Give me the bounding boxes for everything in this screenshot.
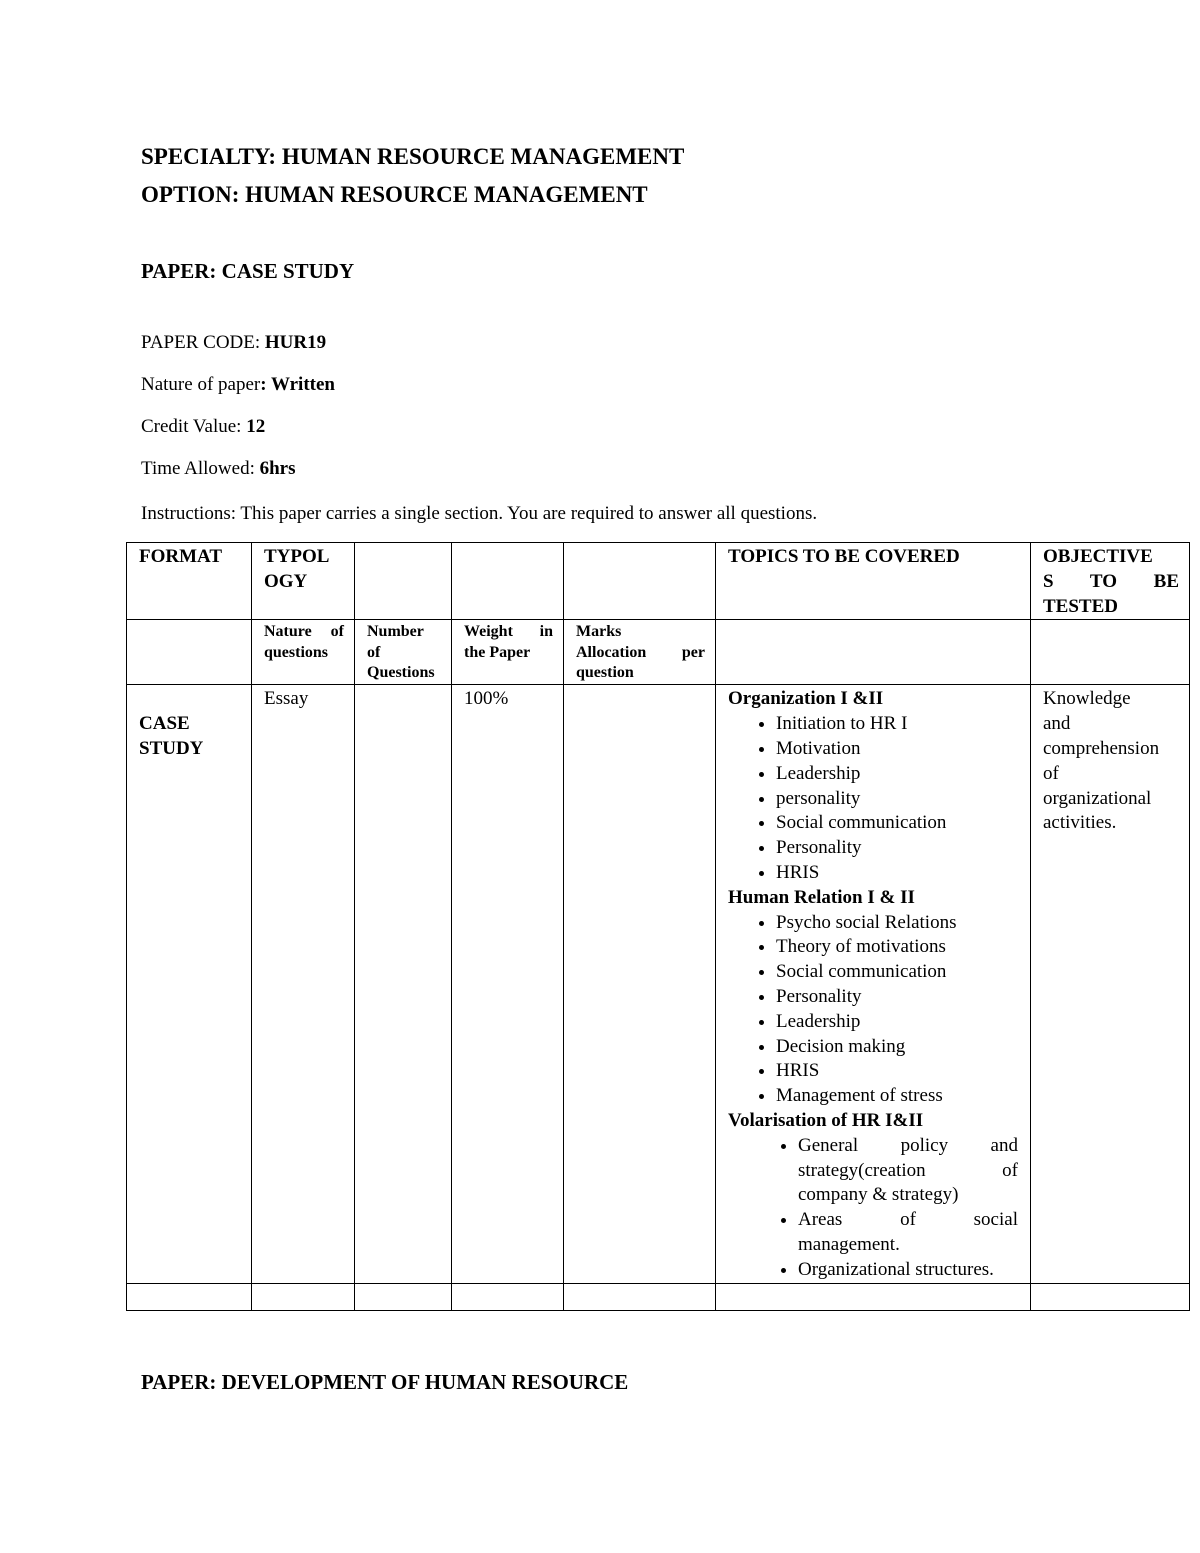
instructions-line: Instructions: This paper carries a single section. You are required to answer all questions. xyxy=(141,503,818,524)
time-line xyxy=(141,458,296,480)
objectives-header xyxy=(1031,543,1190,620)
number-subheader-line3: Questions xyxy=(367,664,435,682)
list-item: • General policy and strategy(creation of company & strategy) xyxy=(798,1134,1018,1208)
list-item: • Leadership xyxy=(776,1010,1018,1035)
table-header-row xyxy=(127,543,1190,620)
paper-code-value: HUR19 xyxy=(264,332,327,353)
empty-cell xyxy=(127,1283,252,1310)
number-subheader xyxy=(355,620,452,685)
format-cell xyxy=(127,685,252,1283)
specialty-heading: SPECIALTY: HUMAN RESOURCE MANAGEMENT xyxy=(141,144,685,169)
objectives-header-line1: OBJECTIVE xyxy=(1043,546,1153,567)
list-item: • personality xyxy=(776,787,1018,812)
credit-line xyxy=(141,416,265,438)
marks-subheader-line3: question xyxy=(576,664,634,682)
objective-line: activities. xyxy=(1043,812,1117,834)
objectives-header-line2 xyxy=(1043,570,1179,595)
number-cell xyxy=(355,685,452,1283)
topics-header: TOPICS TO BE COVERED xyxy=(716,543,1031,620)
list-item: • Theory of motivations xyxy=(776,935,1018,960)
nature-subheader xyxy=(252,620,355,685)
number-subheader-line1: Number xyxy=(367,623,424,641)
marks-subheader xyxy=(564,620,716,685)
credit-label: Credit Value: xyxy=(141,416,247,437)
paper-heading: PAPER: CASE STUDY xyxy=(141,259,355,283)
table-body-row xyxy=(127,685,1190,1283)
topics-cell xyxy=(716,685,1031,1283)
in-word: in xyxy=(539,623,553,641)
list-item: • Personality xyxy=(776,836,1018,861)
objectives-word-s: S xyxy=(1043,570,1054,592)
list-item: • Social communication xyxy=(776,811,1018,836)
empty-subheader-cell xyxy=(127,620,252,685)
of-word: of xyxy=(330,623,344,641)
paper-code-label: PAPER CODE: xyxy=(141,332,265,353)
topic-group-title: Volarisation of HR I&II xyxy=(728,1109,924,1131)
weight-subheader-line1 xyxy=(464,622,553,643)
empty-cell xyxy=(355,1283,452,1310)
nature-word: Nature xyxy=(264,623,312,641)
nature-cell: Essay xyxy=(252,685,355,1283)
objective-line: comprehension xyxy=(1043,737,1160,759)
empty-cell xyxy=(1031,1283,1190,1310)
empty-subheader-cell xyxy=(1031,620,1190,685)
list-item: • Personality xyxy=(776,985,1018,1010)
marks-cell xyxy=(564,685,716,1283)
typology-header-line2: OGY xyxy=(264,570,308,592)
nature-label: Nature of paper xyxy=(141,374,261,395)
list-item: • Areas of social management. xyxy=(798,1208,1018,1258)
empty-cell xyxy=(452,1283,564,1310)
marks-subheader-line2 xyxy=(576,643,705,664)
weight-cell: 100% xyxy=(452,685,564,1283)
nature-subheader-line2: questions xyxy=(264,643,329,661)
list-item: • Management of stress xyxy=(776,1084,1018,1109)
weight-subheader xyxy=(452,620,564,685)
paper-structure-table xyxy=(126,542,1190,1311)
objective-line: and xyxy=(1043,713,1071,735)
table-empty-row xyxy=(127,1283,1190,1310)
objective-cell xyxy=(1031,685,1190,1283)
empty-header-cell xyxy=(564,543,716,620)
time-label: Time Allowed: xyxy=(141,458,260,479)
table-subheader-row xyxy=(127,620,1190,685)
topic-list xyxy=(728,1134,1018,1283)
list-item: • Decision making xyxy=(776,1035,1018,1060)
objective-line: organizational xyxy=(1043,787,1152,809)
objective-line: of xyxy=(1043,762,1059,784)
typology-header xyxy=(252,543,355,620)
list-item: • Initiation to HR I xyxy=(776,712,1018,737)
objectives-header-line3: TESTED xyxy=(1043,595,1118,617)
nature-subheader-line1 xyxy=(264,622,344,643)
empty-cell xyxy=(716,1283,1031,1310)
nature-value: : Written xyxy=(260,374,335,395)
list-item: • HRIS xyxy=(776,1059,1018,1084)
list-item: • Motivation xyxy=(776,737,1018,762)
objectives-word-be: BE xyxy=(1153,570,1179,592)
empty-header-cell xyxy=(452,543,564,620)
weight-subheader-line2: the Paper xyxy=(464,643,531,661)
format-line1: CASE xyxy=(139,713,190,735)
format-line2: STUDY xyxy=(139,737,204,759)
list-item: • HRIS xyxy=(776,861,1018,886)
topic-list xyxy=(728,712,1018,886)
typology-header-line1: TYPOL xyxy=(264,546,330,567)
topic-group-title: Organization I &II xyxy=(728,688,884,710)
marks-subheader-line1: Marks xyxy=(576,623,622,641)
paper-code-line xyxy=(141,332,326,354)
next-paper-heading: PAPER: DEVELOPMENT OF HUMAN RESOURCE xyxy=(141,1370,629,1394)
empty-cell xyxy=(252,1283,355,1310)
list-item: • Organizational structures. xyxy=(798,1258,1018,1283)
list-item: • Social communication xyxy=(776,960,1018,985)
weight-word: Weight xyxy=(464,623,513,641)
number-subheader-line2: of xyxy=(367,643,381,661)
option-heading: OPTION: HUMAN RESOURCE MANAGEMENT xyxy=(141,182,648,207)
per-word: per xyxy=(681,643,705,661)
allocation-word: Allocation xyxy=(576,643,647,661)
list-item: • Psycho social Relations xyxy=(776,911,1018,936)
nature-line xyxy=(141,374,335,396)
list-item: • Leadership xyxy=(776,762,1018,787)
objective-line: Knowledge xyxy=(1043,688,1131,710)
empty-header-cell xyxy=(355,543,452,620)
empty-subheader-cell xyxy=(716,620,1031,685)
empty-cell xyxy=(564,1283,716,1310)
credit-value: 12 xyxy=(246,416,266,437)
topic-group-title: Human Relation I & II xyxy=(728,886,915,908)
topic-list xyxy=(728,911,1018,1109)
time-value: 6hrs xyxy=(259,458,296,479)
objectives-word-to: TO xyxy=(1089,570,1117,592)
format-header: FORMAT xyxy=(127,543,252,620)
